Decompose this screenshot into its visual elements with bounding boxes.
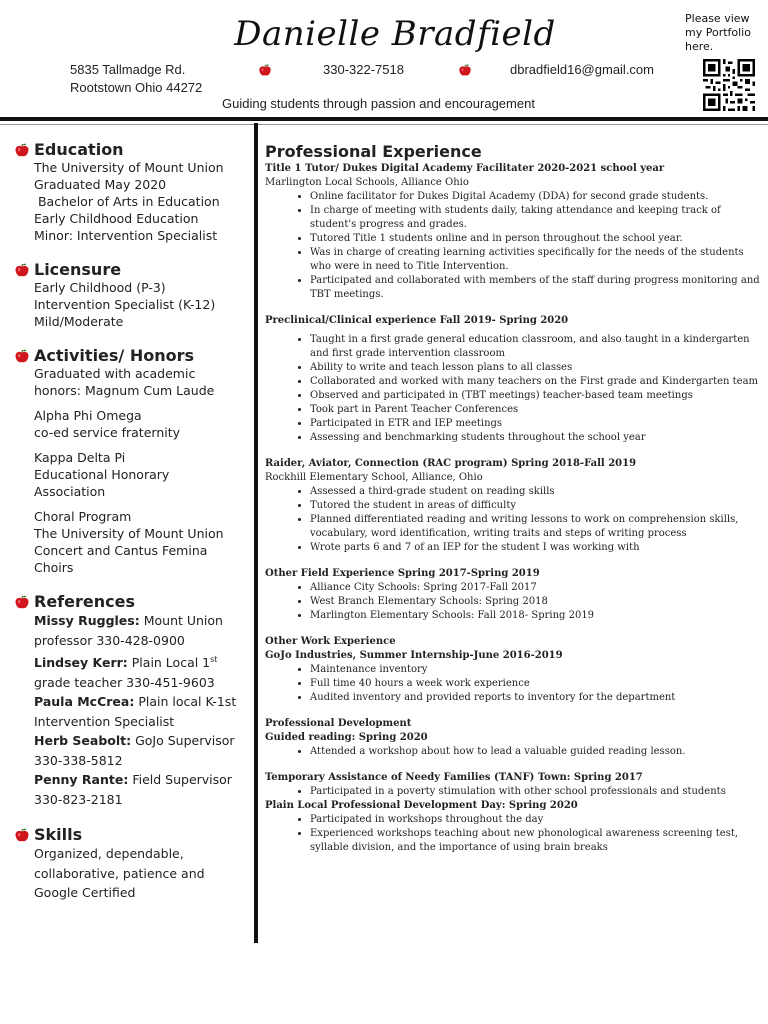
bullet-item: • Online facilitator for Dukes Digital Academy (DDA) for second grade students.	[310, 190, 760, 204]
activity-line: Association	[34, 484, 106, 499]
skills-heading: Skills	[14, 825, 250, 844]
section-title: Other Work Experience	[265, 636, 396, 647]
job-location: Marlington Local Schools, Alliance Ohio	[265, 177, 469, 188]
bullet-item: • Tutored the student in areas of difficulty	[310, 499, 760, 513]
bullet-item: • Taught in a first grade general education classroom, and also taught in a kindergarten and first grade intervention classroom	[310, 333, 760, 361]
education-line: Early Childhood Education	[34, 211, 199, 226]
education-heading: Education	[14, 140, 250, 159]
reference-entry: Herb Seabolt: GoJo Supervisor	[34, 733, 235, 749]
apple-icon	[258, 63, 272, 77]
job-bullets	[265, 485, 760, 555]
activity-line: The University of Mount Union	[34, 526, 224, 541]
activities-section	[14, 365, 250, 576]
bullet-item: • In charge of meeting with students daily, taking attendance and keeping track of student's progress and grades.	[310, 204, 760, 232]
bullet-item: • Attended a workshop about how to lead a valuable guided reading lesson.	[310, 745, 760, 759]
bullet-item: • Tutored Title 1 students online and in person throughout the school year.	[310, 232, 760, 246]
job-bullets	[265, 785, 760, 799]
education-line: Bachelor of Arts in Education	[34, 194, 220, 209]
job-title: Preclinical/Clinical experience Fall 2019- Spring 2020	[265, 315, 569, 326]
job-title: Plain Local Professional Development Day: Spring 2020	[265, 800, 578, 811]
activity-line: Alpha Phi Omega	[34, 408, 142, 423]
reference-line: professor 330-428-0900	[34, 632, 185, 648]
bullet-item: • Participated in a poverty stimulation with other school professionals and students	[310, 785, 760, 799]
job-title: GoJo Industries, Summer Internship-June 2016-2019	[265, 650, 563, 661]
education-line: The University of Mount Union	[34, 160, 224, 175]
job-title: Raider, Aviator, Connection (RAC program) Spring 2018-Fall 2019	[265, 458, 637, 469]
reference-line: grade teacher 330-451-9603	[34, 674, 215, 690]
right-column	[265, 142, 760, 855]
bullet-item: • Collaborated and worked with many teachers on the First grade and Kindergarten team	[310, 375, 760, 389]
bullet-item: • Audited inventory and provided reports to inventory for the department	[310, 691, 760, 705]
activity-line: Educational Honorary	[34, 467, 170, 482]
bullet-item: • Participated in workshops throughout the day	[310, 813, 760, 827]
bullet-item: • West Branch Elementary Schools: Spring 2018	[310, 595, 760, 609]
job-bullets	[265, 190, 760, 302]
job-bullets	[265, 663, 760, 705]
qr-code-icon[interactable]	[703, 59, 755, 111]
bullet-item: • Assessing and benchmarking students throughout the school year	[310, 431, 760, 445]
activity-line: Graduated with academic	[34, 366, 196, 381]
job-location: Rockhill Elementary School, Alliance, Ohio	[265, 472, 483, 483]
bullet-item: • Planned differentiated reading and writing lessons to work on comprehension skills, vocabulary, word identification, writing traits and steps of writing process	[310, 513, 760, 541]
job-title: Guided reading: Spring 2020	[265, 732, 428, 743]
apple-icon	[14, 348, 30, 364]
bullet-item: • Wrote parts 6 and 7 of an IEP for the student I was working with	[310, 541, 760, 555]
activity-line: co-ed service fraternity	[34, 425, 181, 440]
reference-entry: Lindsey Kerr: Plain Local 1st	[34, 655, 218, 671]
skills-section	[14, 844, 250, 903]
reference-entry: Missy Ruggles: Mount Union	[34, 613, 223, 628]
portfolio-note: Please view my Portfolio here.	[685, 12, 751, 53]
licensure-line: Early Childhood (P-3)	[34, 280, 166, 295]
job-bullets	[265, 581, 760, 623]
bullet-item: • Ability to write and teach lesson plans to all classes	[310, 361, 760, 375]
bullet-item: • Participated in ETR and IEP meetings	[310, 417, 760, 431]
email-address[interactable]: dbradfield16@gmail.com	[510, 62, 654, 77]
apple-icon	[458, 63, 472, 77]
applicant-name: Danielle Bradfield	[234, 14, 556, 54]
references-heading: References	[14, 592, 250, 611]
activity-line: honors: Magnum Cum Laude	[34, 383, 215, 398]
licensure-heading: Licensure	[14, 260, 250, 279]
job-title: Other Field Experience Spring 2017-Spring 2019	[265, 568, 540, 579]
skills-line: Google Certified	[34, 885, 136, 901]
bullet-item: • Took part in Parent Teacher Conferences	[310, 403, 760, 417]
bullet-item: • Participated and collaborated with members of the staff during progress monitoring and TBT meetings.	[310, 274, 760, 302]
reference-entry: Paula McCrea: Plain local K-1st	[34, 694, 237, 710]
bullet-item: • Observed and participated in (TBT meetings) teacher-based team meetings	[310, 389, 760, 403]
tagline: Guiding students through passion and encouragement	[222, 96, 535, 111]
phone-number: 330-322-7518	[323, 62, 404, 77]
licensure-line: Mild/Moderate	[34, 314, 124, 329]
activity-line: Concert and Cantus Femina	[34, 543, 208, 558]
address-line-2: Rootstown Ohio 44272	[70, 80, 203, 95]
reference-line: 330-823-2181	[34, 791, 123, 807]
apple-icon	[14, 262, 30, 278]
job-bullets	[265, 813, 760, 855]
address-line-1: 5835 Tallmadge Rd.	[70, 62, 186, 77]
education-section	[14, 159, 250, 244]
apple-icon	[14, 142, 30, 158]
reference-line: Intervention Specialist	[34, 713, 175, 729]
job-bullets	[265, 333, 760, 445]
references-section	[14, 611, 250, 809]
section-title: Professional Development	[265, 718, 412, 729]
apple-icon	[14, 594, 30, 610]
column-divider	[254, 123, 258, 943]
job-bullets	[265, 745, 760, 759]
activities-heading: Activities/ Honors	[14, 346, 250, 365]
bullet-item: • Maintenance inventory	[310, 663, 760, 677]
skills-line: Organized, dependable,	[34, 846, 184, 862]
licensure-line: Intervention Specialist (K-12)	[34, 297, 216, 312]
bullet-item: • Experienced workshops teaching about new phonological awareness screening test, syllable division, and the importance of using brain breaks	[310, 827, 760, 855]
reference-entry: Penny Rante: Field Supervisor	[34, 772, 232, 788]
professional-experience-heading: Professional Experience	[265, 142, 482, 161]
education-line: Graduated May 2020	[34, 177, 167, 192]
left-column	[14, 140, 250, 903]
bullet-item: • Alliance City Schools: Spring 2017-Fall 2017	[310, 581, 760, 595]
header-divider	[0, 117, 768, 121]
bullet-item: • Marlington Elementary Schools: Fall 2018- Spring 2019	[310, 609, 760, 623]
activity-line: Choirs	[34, 560, 74, 575]
activity-line: Kappa Delta Pi	[34, 450, 126, 465]
skills-line: collaborative, patience and	[34, 865, 205, 881]
header-divider-thin	[0, 124, 768, 125]
education-line: Minor: Intervention Specialist	[34, 228, 218, 243]
reference-line: 330-338-5812	[34, 752, 123, 768]
bullet-item: • Was in charge of creating learning activities specifically for the needs of the students who were in need to Title Intervention.	[310, 246, 760, 274]
activity-line: Choral Program	[34, 509, 132, 524]
licensure-section	[14, 279, 250, 330]
job-title: Title 1 Tutor/ Dukes Digital Academy Facilitater 2020-2021 school year	[265, 163, 665, 174]
job-title: Temporary Assistance of Needy Families (TANF) Town: Spring 2017	[265, 772, 643, 783]
bullet-item: • Assessed a third-grade student on reading skills	[310, 485, 760, 499]
apple-icon	[14, 827, 30, 843]
bullet-item: • Full time 40 hours a week work experience	[310, 677, 760, 691]
